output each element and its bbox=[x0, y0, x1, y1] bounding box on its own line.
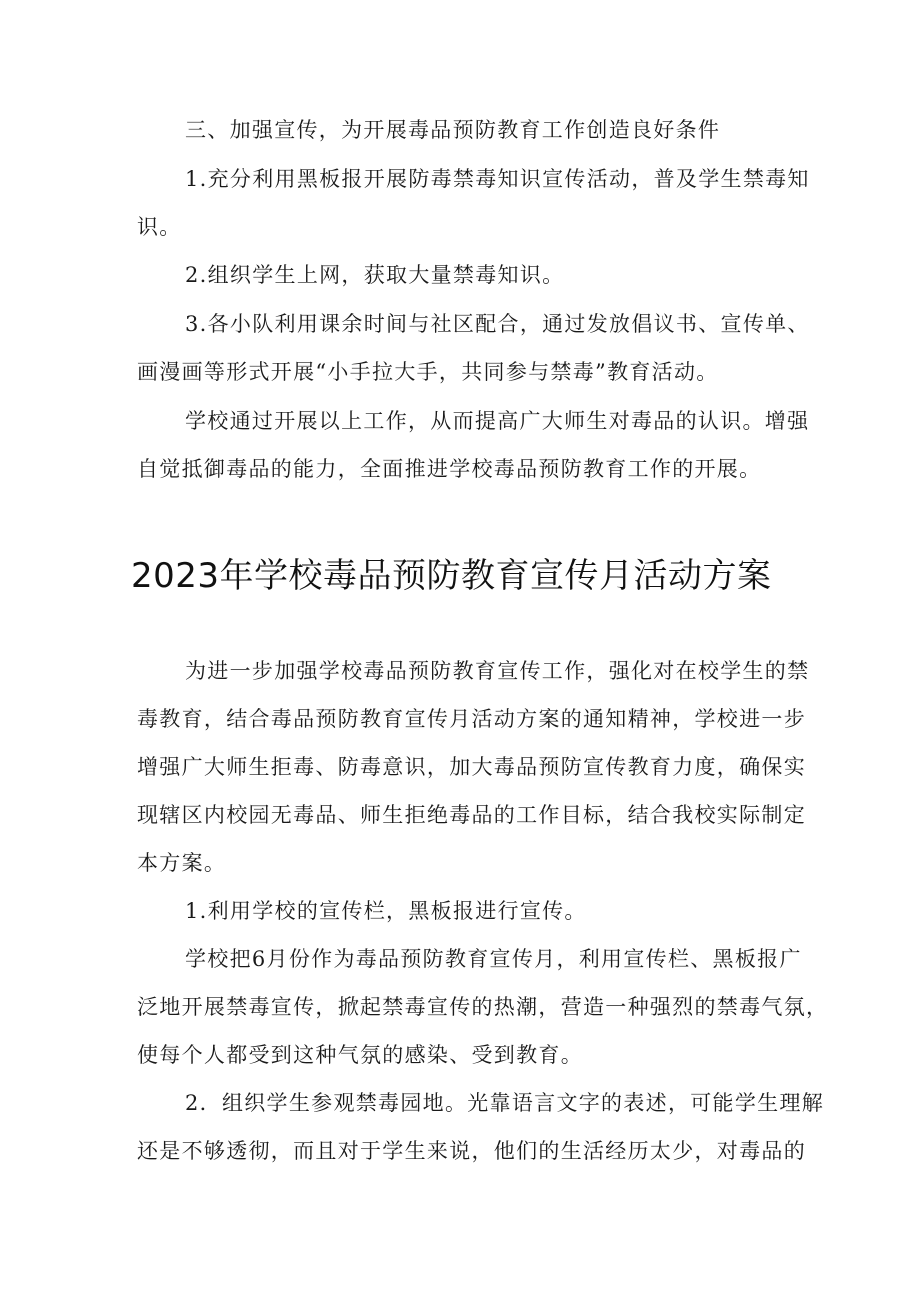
measure1-heading: 1.利用学校的宣传栏，黑板报进行宣传。 bbox=[185, 899, 587, 923]
section-three-item2: 2.组织学生上网，获取大量禁毒知识。 bbox=[185, 263, 565, 287]
intro-line1: 为进一步加强学校毒品预防教育宣传工作，强化对在校学生的禁 bbox=[185, 659, 810, 683]
section-three-item1-line1: 1.充分利用黑板报开展防毒禁毒知识宣传活动，普及学生禁毒知 bbox=[185, 167, 810, 191]
section-three-item3-line1: 3.各小队利用课余时间与社区配合，通过发放倡议书、宣传单、 bbox=[185, 312, 810, 336]
intro-line5: 本方案。 bbox=[137, 851, 227, 875]
intro-line3: 增强广大师生拒毒、防毒意识，加大毒品预防宣传教育力度，确保实 bbox=[137, 755, 806, 779]
section-three-heading: 三、加强宣传，为开展毒品预防教育工作创造良好条件 bbox=[185, 118, 721, 142]
document-title: 2023年学校毒品预防教育宣传月活动方案 bbox=[131, 556, 772, 596]
measure1-body-line3: 使每个人都受到这种气氛的感染、受到教育。 bbox=[137, 1043, 583, 1067]
measure2-line1: 2．组织学生参观禁毒园地。光靠语言文字的表述，可能学生理解 bbox=[185, 1091, 825, 1115]
measure2-line2: 还是不够透彻，而且对于学生来说，他们的生活经历太少，对毒品的 bbox=[137, 1139, 806, 1163]
section-three-summary-line1: 学校通过开展以上工作，从而提高广大师生对毒品的认识。增强 bbox=[185, 409, 810, 433]
section-three-item3-line2: 画漫画等形式开展“小手拉大手，共同参与禁毒”教育活动。 bbox=[137, 360, 719, 384]
measure1-body-line1: 学校把6月份作为毒品预防教育宣传月，利用宣传栏、黑板报广 bbox=[185, 947, 802, 971]
section-three-summary-line2: 自觉抵御毒品的能力，全面推进学校毒品预防教育工作的开展。 bbox=[137, 457, 762, 481]
intro-line2: 毒教育，结合毒品预防教育宣传月活动方案的通知精神，学校进一步 bbox=[137, 707, 806, 731]
section-three-item1-line2: 识。 bbox=[137, 215, 182, 239]
measure1-body-line2: 泛地开展禁毒宣传，掀起禁毒宣传的热潮，营造一种强烈的禁毒气氛， bbox=[137, 995, 829, 1019]
intro-line4: 现辖区内校园无毒品、师生拒绝毒品的工作目标，结合我校实际制定 bbox=[137, 803, 806, 827]
